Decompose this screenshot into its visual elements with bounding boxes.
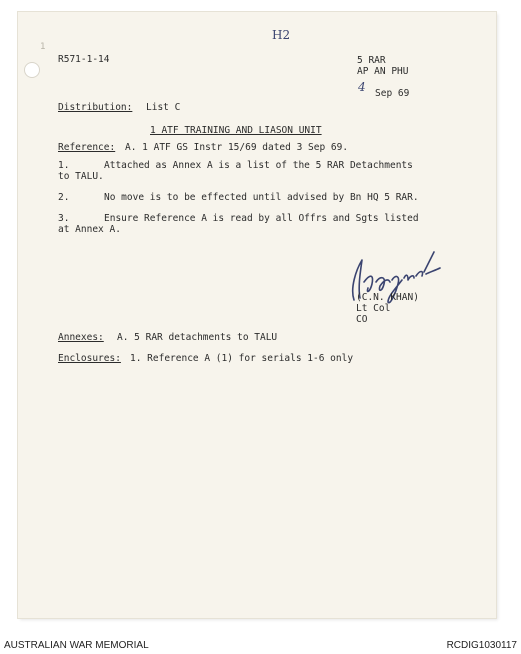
signatory-name: (C.N. KHAN) <box>356 292 419 303</box>
date-day: 4 <box>358 80 366 94</box>
paragraph-line: at Annex A. <box>58 224 121 235</box>
footer-archive-name: AUSTRALIAN WAR MEMORIAL <box>4 640 149 651</box>
paragraph-line: Attached as Annex A is a list of the 5 RAR Detachments <box>104 160 413 171</box>
reference-label: Reference: <box>58 142 116 153</box>
location: AP AN PHU <box>357 66 409 77</box>
date-month-year: Sep 69 <box>375 88 410 99</box>
paragraph-number: 3. <box>58 213 70 224</box>
pencil-mark: 1 <box>40 42 46 52</box>
footer-record-id: RCDIG1030117 <box>446 640 517 651</box>
unit-name: 5 RAR <box>357 55 386 66</box>
paragraph-number: 2. <box>58 192 70 203</box>
distribution-value: List C <box>146 102 181 113</box>
paragraph-line: to TALU. <box>58 171 104 182</box>
signatory-role: CO <box>356 314 368 325</box>
paragraph-number: 1. <box>58 160 70 171</box>
annexes-value: A. 5 RAR detachments to TALU <box>117 332 278 343</box>
signatory-rank: Lt Col <box>356 303 391 314</box>
distribution-label: Distribution: <box>58 102 133 113</box>
page-mark: H2 <box>272 28 291 42</box>
paragraph-line: No move is to be effected until advised by Bn HQ 5 RAR. <box>104 192 419 203</box>
enclosures-label: Enclosures: <box>58 353 121 364</box>
paragraph-line: Ensure Reference A is read by all Offrs and Sgts listed <box>104 213 419 224</box>
reference-value: A. 1 ATF GS Instr 15/69 dated 3 Sep 69. <box>125 142 349 153</box>
punch-hole <box>24 62 40 78</box>
file-reference: R571-1-14 <box>58 54 110 65</box>
document-title: 1 ATF TRAINING AND LIASON UNIT <box>150 125 322 136</box>
enclosures-value: 1. Reference A (1) for serials 1-6 only <box>130 353 354 364</box>
annexes-label: Annexes: <box>58 332 104 343</box>
